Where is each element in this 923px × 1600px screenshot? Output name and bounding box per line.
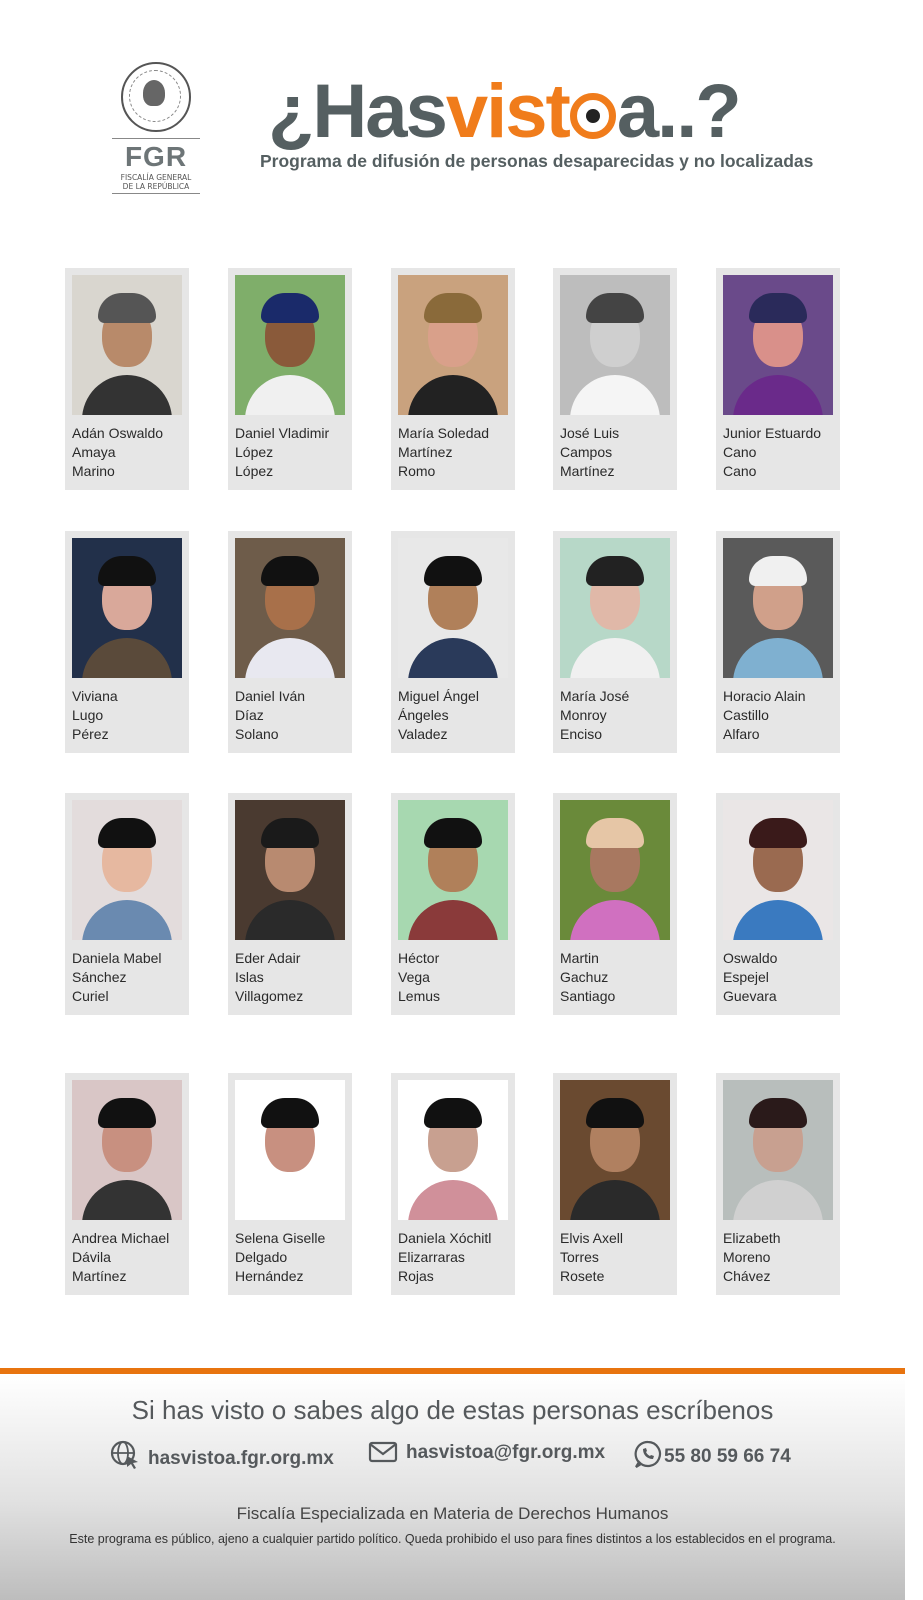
name-first: José Luis — [560, 425, 620, 441]
eye-icon — [570, 93, 616, 139]
name-last: Lemus — [398, 988, 441, 1004]
name-first: Viviana — [72, 688, 118, 704]
phone-number[interactable]: 55 80 59 66 74 — [664, 1446, 791, 1467]
name-middle: Sánchez — [72, 969, 127, 985]
person-card — [391, 1073, 515, 1295]
name-first: Elizabeth — [723, 1230, 781, 1246]
person-name — [398, 949, 440, 1006]
person-card — [716, 1073, 840, 1295]
person-name — [723, 424, 821, 481]
phone-contact[interactable] — [634, 1440, 791, 1468]
name-last: Rosete — [560, 1268, 605, 1284]
name-middle: Delgado — [235, 1249, 288, 1265]
logo-subtitle: FISCALÍA GENERAL DE LA REPÚBLICA — [112, 173, 200, 194]
person-photo — [723, 275, 833, 415]
name-first: Junior Estuardo — [723, 425, 822, 441]
disclaimer: Este programa es público, ajeno a cualquier partido político. Queda prohibido el uso para fines distintos a los establecidos en el programa. — [69, 1532, 836, 1546]
person-name — [560, 949, 615, 1006]
name-first: Eder Adair — [235, 950, 301, 966]
name-middle: Vega — [398, 969, 430, 985]
person-card — [65, 793, 189, 1015]
person-photo — [72, 275, 182, 415]
person-name — [72, 1229, 169, 1286]
name-middle: Islas — [235, 969, 264, 985]
name-middle: Lugo — [72, 707, 104, 723]
person-photo — [723, 538, 833, 678]
person-card — [65, 531, 189, 753]
agency-name: Fiscalía Especializada en Materia de Derechos Humanos — [236, 1504, 669, 1523]
person-name — [72, 687, 118, 744]
brand-title: ¿Hasvist a..? — [268, 69, 740, 154]
person-name — [398, 424, 489, 481]
name-last: Pérez — [72, 726, 109, 742]
person-card — [391, 268, 515, 490]
name-middle: López — [235, 444, 274, 460]
person-photo — [560, 275, 670, 415]
name-first: Horacio Alain — [723, 688, 806, 704]
name-first: Daniel Iván — [235, 688, 306, 704]
name-middle: Ángeles — [398, 707, 449, 723]
person-card — [553, 268, 677, 490]
logo-fgr-text: FGR — [112, 138, 200, 173]
person-card — [553, 1073, 677, 1295]
person-card — [716, 268, 840, 490]
name-middle: Dávila — [72, 1249, 111, 1265]
person-photo — [398, 800, 508, 940]
person-card — [228, 531, 352, 753]
name-last: Enciso — [560, 726, 603, 742]
person-card — [228, 793, 352, 1015]
envelope-icon — [368, 1440, 398, 1464]
person-card — [391, 793, 515, 1015]
email-contact[interactable] — [368, 1440, 605, 1464]
name-middle: Campos — [560, 444, 613, 460]
person-name — [560, 424, 619, 481]
name-middle: Martínez — [398, 444, 453, 460]
name-middle: Gachuz — [560, 969, 609, 985]
call-to-action: Si has visto o sabes algo de estas personas escríbenos — [131, 1395, 774, 1425]
name-first: Andrea Michael — [72, 1230, 170, 1246]
name-last: Villagomez — [235, 988, 304, 1004]
name-middle: Elizarraras — [398, 1249, 465, 1265]
name-last: Martínez — [72, 1268, 127, 1284]
person-name — [398, 1229, 491, 1286]
name-middle: Torres — [560, 1249, 599, 1265]
person-photo — [72, 800, 182, 940]
name-last: Curiel — [72, 988, 109, 1004]
person-name — [235, 1229, 325, 1286]
name-last: Martínez — [560, 463, 615, 479]
person-card — [65, 268, 189, 490]
name-last: Santiago — [560, 988, 616, 1004]
website-link[interactable]: hasvistoa.fgr.org.mx — [148, 1448, 334, 1469]
website-contact[interactable] — [110, 1440, 334, 1470]
name-middle: Cano — [723, 444, 757, 460]
mexican-seal-icon — [121, 62, 191, 132]
person-photo — [235, 538, 345, 678]
name-middle: Monroy — [560, 707, 607, 723]
person-photo — [235, 275, 345, 415]
name-middle: Díaz — [235, 707, 264, 723]
name-last: Hernández — [235, 1268, 304, 1284]
name-last: Guevara — [723, 988, 777, 1004]
name-last: Alfaro — [723, 726, 760, 742]
person-name — [398, 687, 479, 744]
name-first: Selena Giselle — [235, 1230, 326, 1246]
person-name — [72, 424, 163, 481]
person-card — [716, 531, 840, 753]
name-first: Miguel Ángel — [398, 688, 479, 704]
name-first: Daniela Xóchitl — [398, 1230, 492, 1246]
person-card — [553, 793, 677, 1015]
name-first: Daniel Vladimir — [235, 425, 330, 441]
person-photo — [723, 1080, 833, 1220]
person-name — [235, 687, 305, 744]
person-card — [553, 531, 677, 753]
person-name — [560, 1229, 623, 1286]
person-photo — [398, 538, 508, 678]
name-last: Rojas — [398, 1268, 434, 1284]
name-last: Valadez — [398, 726, 448, 742]
person-photo — [72, 538, 182, 678]
person-photo — [560, 538, 670, 678]
person-name — [235, 949, 303, 1006]
person-name — [560, 687, 629, 744]
person-photo — [235, 1080, 345, 1220]
name-last: Chávez — [723, 1268, 771, 1284]
name-middle: Amaya — [72, 444, 116, 460]
name-middle: Moreno — [723, 1249, 771, 1265]
email-link[interactable]: hasvistoa@fgr.org.mx — [406, 1442, 606, 1463]
person-photo — [235, 800, 345, 940]
person-card — [65, 1073, 189, 1295]
person-photo — [398, 1080, 508, 1220]
name-last: López — [235, 463, 274, 479]
name-first: Oswaldo — [723, 950, 778, 966]
person-name — [235, 424, 329, 481]
globe-cursor-icon — [110, 1440, 140, 1470]
name-first: María José — [560, 688, 630, 704]
name-last: Cano — [723, 463, 757, 479]
name-middle: Espejel — [723, 969, 769, 985]
person-card — [228, 1073, 352, 1295]
person-photo — [723, 800, 833, 940]
name-first: Elvis Axell — [560, 1230, 624, 1246]
name-first: María Soledad — [398, 425, 490, 441]
person-name — [723, 1229, 781, 1286]
person-card — [228, 268, 352, 490]
name-first: Daniela Mabel — [72, 950, 162, 966]
person-card — [716, 793, 840, 1015]
person-photo — [560, 1080, 670, 1220]
person-name — [723, 949, 777, 1006]
name-last: Romo — [398, 463, 436, 479]
person-name — [723, 687, 806, 744]
person-photo — [72, 1080, 182, 1220]
person-name — [72, 949, 162, 1006]
name-first: Martin — [560, 950, 599, 966]
name-middle: Castillo — [723, 707, 769, 723]
name-first: Adán Oswaldo — [72, 425, 164, 441]
fgr-logo — [112, 62, 200, 194]
name-last: Solano — [235, 726, 279, 742]
person-card — [391, 531, 515, 753]
whatsapp-icon — [634, 1440, 662, 1468]
person-photo — [398, 275, 508, 415]
name-last: Marino — [72, 463, 115, 479]
tagline: Programa de difusión de personas desaparecidas y no localizadas — [260, 151, 814, 171]
person-photo — [560, 800, 670, 940]
name-first: Héctor — [398, 950, 440, 966]
